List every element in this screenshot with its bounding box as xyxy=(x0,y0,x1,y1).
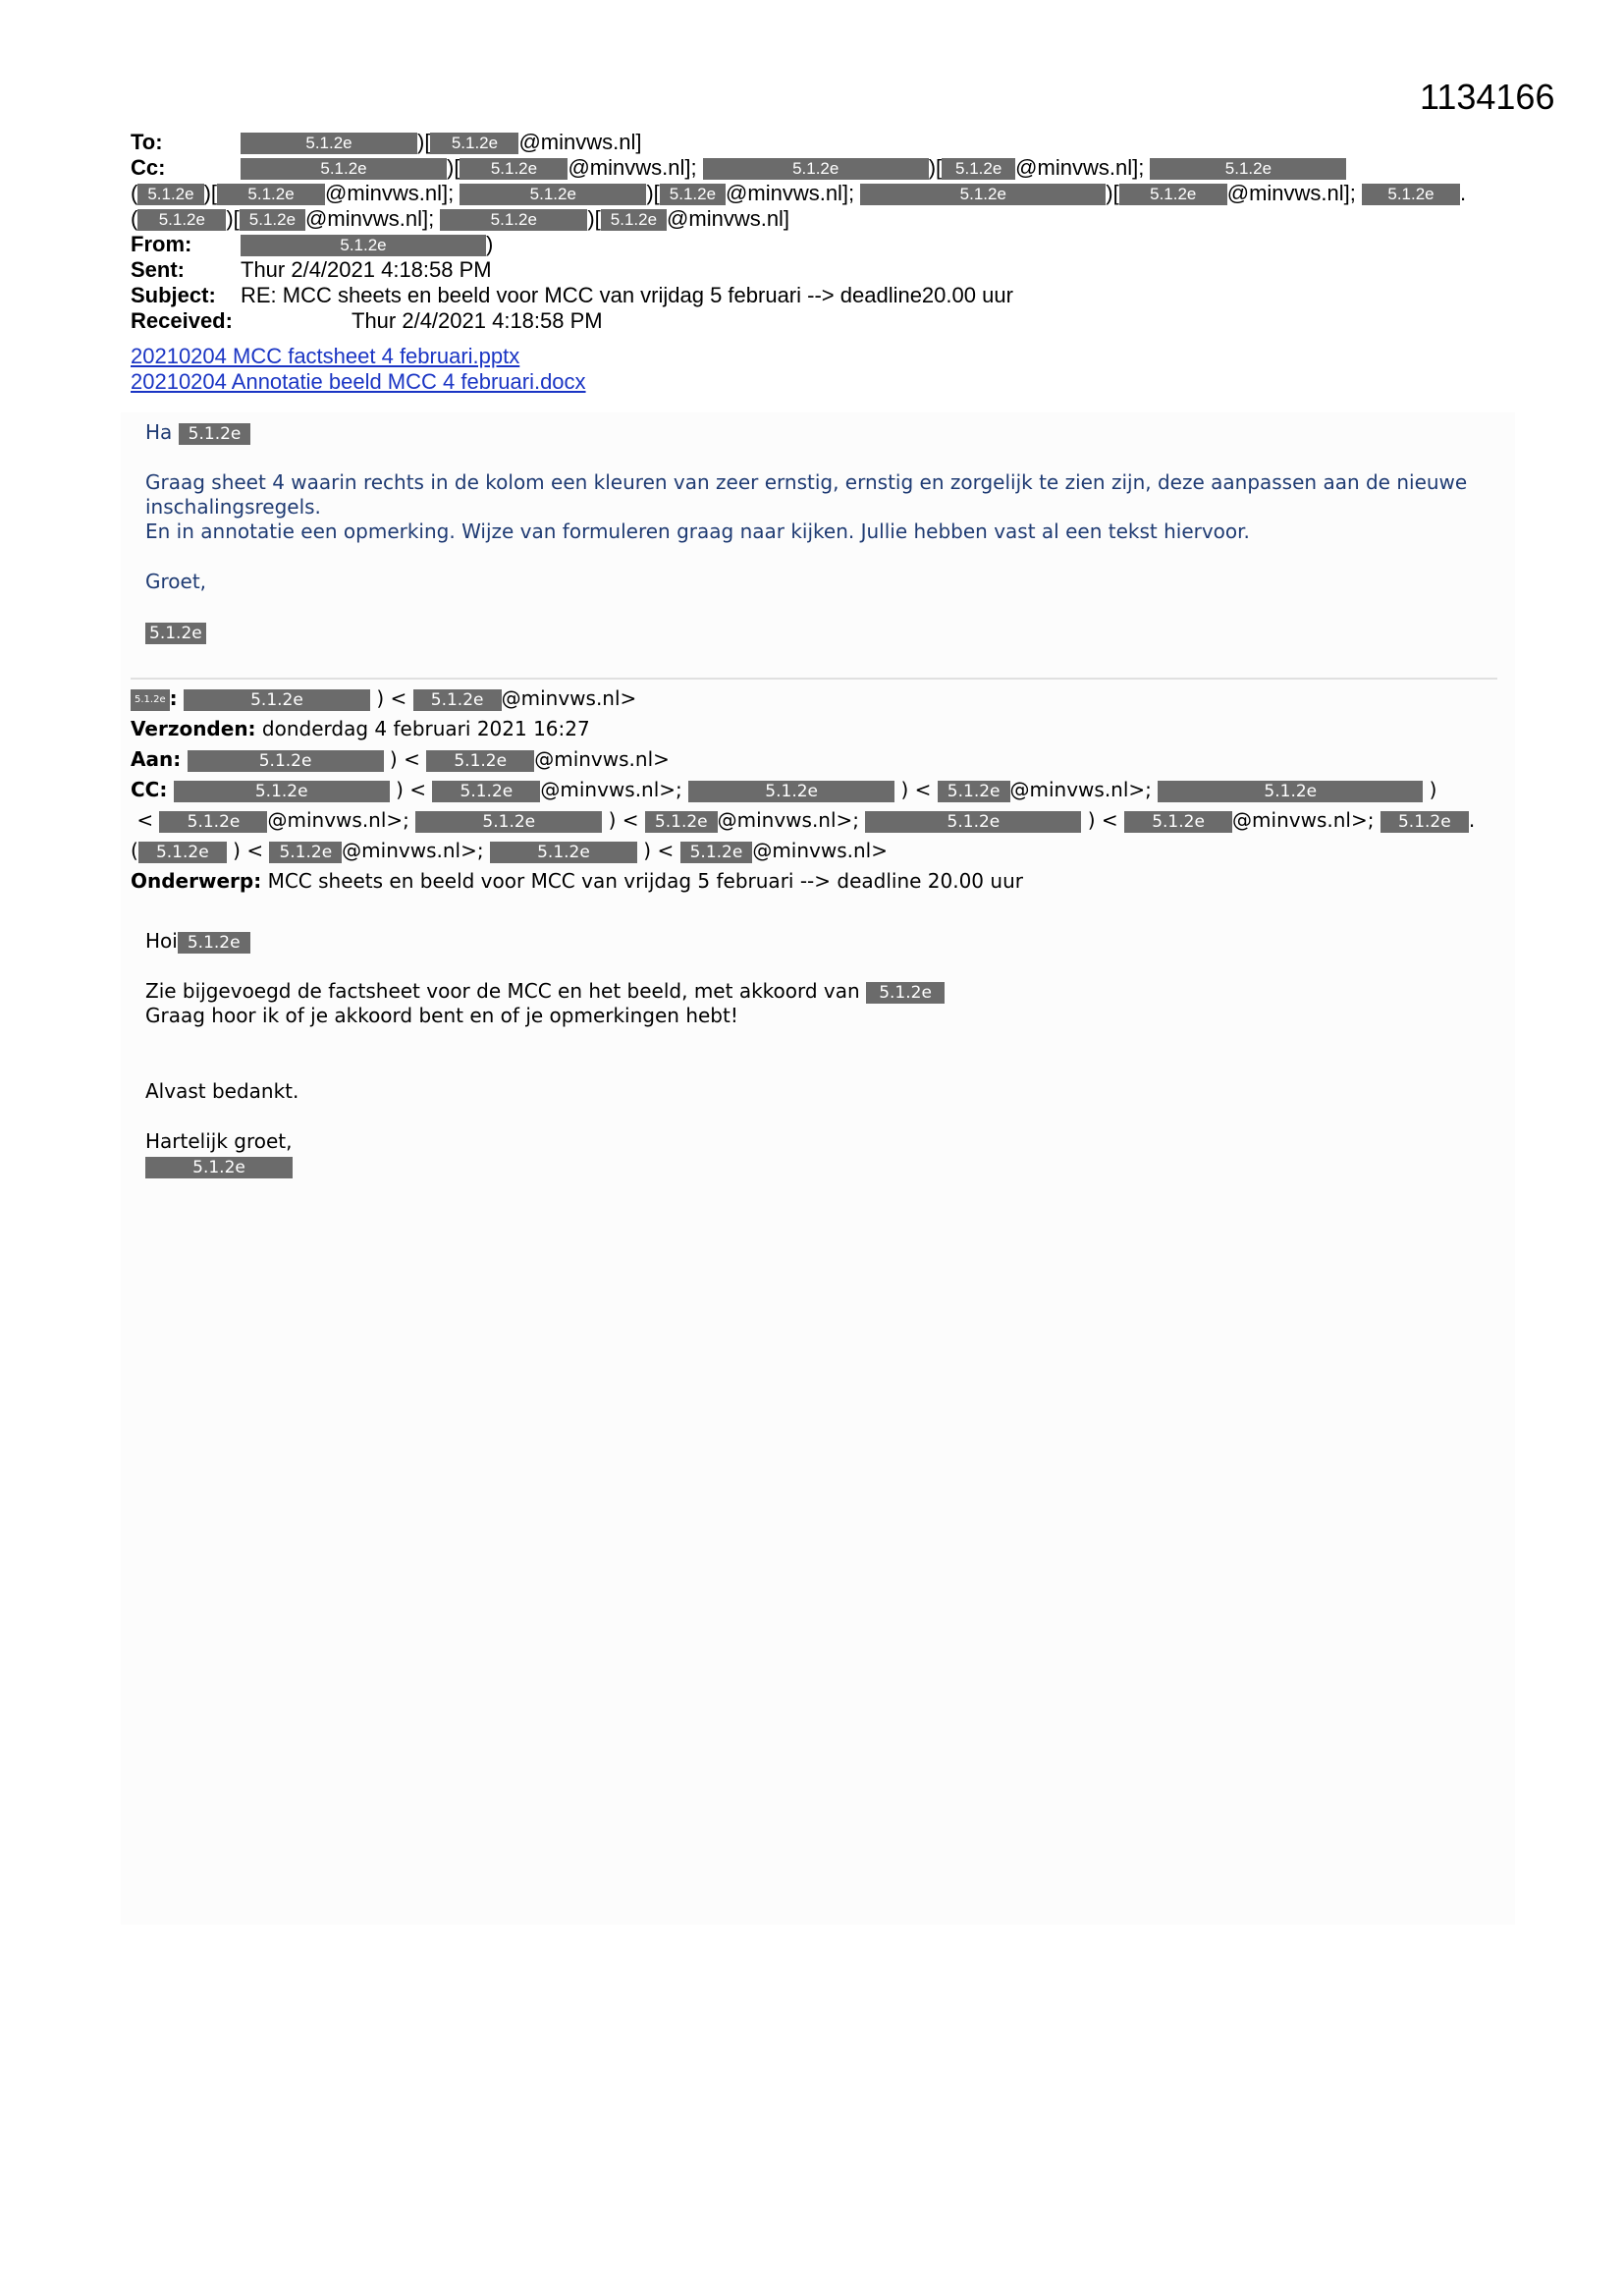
greeting: Hoi xyxy=(145,929,178,953)
greeting: Ha xyxy=(145,420,173,444)
cc-fwd-label: CC: xyxy=(131,778,168,801)
redaction: 5.1.2e xyxy=(601,209,667,231)
closing: Groet, xyxy=(145,570,207,593)
redaction: 5.1.2e xyxy=(865,811,1081,833)
cc-fwd-domain: @minvws.nl>; xyxy=(540,778,682,801)
reply-message xyxy=(145,420,1500,670)
redaction: 5.1.2e xyxy=(1380,811,1469,833)
redaction: 5.1.2e xyxy=(430,133,518,154)
attachment-link-pptx[interactable]: 20210204 MCC factsheet 4 februari.pptx xyxy=(131,344,520,368)
verzonden-value: donderdag 4 februari 2021 16:27 xyxy=(261,717,590,740)
redaction: 5.1.2e xyxy=(703,158,929,180)
redaction: 5.1.2e xyxy=(645,811,718,833)
received-line xyxy=(131,308,1466,334)
redaction: 5.1.2e xyxy=(938,781,1010,802)
onderwerp-line xyxy=(131,866,1505,897)
paragraph-1: Graag sheet 4 waarin rechts in de kolom een kleuren van zeer ernstig, ernstig en zorgelijk te zien zijn, deze aanpassen aan de nieuwe inschalingsregels. xyxy=(145,470,1468,519)
onderwerp-value: MCC sheets en beeld voor MCC van vrijdag 5 februari --> deadline 20.00 uur xyxy=(267,869,1023,893)
redaction: 5.1.2e xyxy=(174,781,390,802)
thanks: Alvast bedankt. xyxy=(145,1079,299,1103)
redaction: 5.1.2e xyxy=(269,842,342,863)
onderwerp-label: Onderwerp: xyxy=(131,869,262,893)
redaction: 5.1.2e xyxy=(241,133,417,154)
redaction: 5.1.2e xyxy=(217,184,325,205)
redaction: 5.1.2e xyxy=(460,184,646,205)
redaction: 5.1.2e xyxy=(1362,184,1460,205)
redaction: 5.1.2e xyxy=(137,184,203,205)
redaction: 5.1.2e xyxy=(440,209,587,231)
greeting-line xyxy=(145,420,1500,445)
subject-label: Subject: xyxy=(131,283,216,307)
redaction: 5.1.2e xyxy=(188,750,384,772)
verzonden-line xyxy=(131,714,1505,744)
subject-line xyxy=(131,283,1466,308)
to-label: To: xyxy=(131,130,163,154)
cc-fwd-line-3: ( 5.1.2e ) < 5.1.2e @minvws.nl>; 5.1.2e ) < 5.1.2e @minvws.nl> xyxy=(131,839,888,862)
redaction: 5.1.2e xyxy=(660,184,726,205)
cc-domain: @minvws.nl]; xyxy=(1015,155,1145,180)
attachment-link-docx[interactable]: 20210204 Annotatie beeld MCC 4 februari.docx xyxy=(131,369,586,394)
redaction: 5.1.2e xyxy=(240,209,305,231)
cc-domain: @minvws.nl] xyxy=(667,206,790,231)
redaction: 5.1.2e xyxy=(866,982,945,1004)
cc-domain: @minvws.nl]; xyxy=(305,206,435,231)
sent-label: Sent: xyxy=(131,257,185,282)
redaction: 5.1.2e xyxy=(432,781,540,802)
cc-fwd-line-1: CC: 5.1.2e ) < 5.1.2e @minvws.nl>; 5.1.2e ) < 5.1.2e @minvws.nl>; 5.1.2e ) xyxy=(131,778,1437,801)
closing-block xyxy=(145,1129,1500,1178)
attachments xyxy=(131,344,586,395)
received-label: Received: xyxy=(131,308,233,333)
from-line: From: 5.1.2e ) xyxy=(131,232,494,256)
redaction: 5.1.2e xyxy=(413,689,502,711)
cc-fwd-domain: @minvws.nl>; xyxy=(342,839,484,862)
line-1: Zie bijgevoegd de factsheet voor de MCC en het beeld, met akkoord van xyxy=(145,979,860,1003)
redaction: 5.1.2e xyxy=(145,1157,293,1178)
cc-fwd-domain: @minvws.nl> xyxy=(752,839,888,862)
closing: Hartelijk groet, xyxy=(145,1129,293,1153)
redaction: 5.1.2e xyxy=(426,750,534,772)
redaction: 5.1.2e xyxy=(490,842,637,863)
redaction: 5.1.2e xyxy=(159,811,267,833)
signature xyxy=(145,620,1500,644)
to-domain: @minvws.nl] xyxy=(518,130,642,154)
sent-value: Thur 2/4/2021 4:18:58 PM xyxy=(241,257,492,282)
message-paragraph xyxy=(145,979,1500,1028)
redaction: 5.1.2e xyxy=(1150,158,1346,180)
subject-value: RE: MCC sheets en beeld voor MCC van vrijdag 5 februari --> deadline20.00 uur xyxy=(241,283,1013,307)
cc-domain: @minvws.nl]; xyxy=(325,181,455,205)
original-message xyxy=(145,929,1500,1204)
redaction: 5.1.2e xyxy=(241,235,486,256)
cc-fwd-domain: @minvws.nl>; xyxy=(267,808,409,832)
redaction: 5.1.2e xyxy=(131,689,170,711)
redaction: 5.1.2e xyxy=(460,158,568,180)
redaction: 5.1.2e xyxy=(1124,811,1232,833)
aan-domain: @minvws.nl> xyxy=(534,747,670,771)
line-2: Graag hoor ik of je akkoord bent en of je opmerkingen hebt! xyxy=(145,1004,738,1027)
cc-fwd-domain: @minvws.nl>; xyxy=(1232,808,1375,832)
email-header xyxy=(131,130,1466,334)
redaction: 5.1.2e xyxy=(137,209,226,231)
redaction: 5.1.2e xyxy=(145,623,206,644)
cc-label: Cc: xyxy=(131,155,166,180)
redaction: 5.1.2e xyxy=(860,184,1106,205)
cc-line-3: ( 5.1.2e )[ 5.1.2e @minvws.nl]; 5.1.2e )[ 5.1.2e @minvws.nl] xyxy=(131,206,790,231)
van-domain: @minvws.nl> xyxy=(501,686,637,710)
redaction: 5.1.2e xyxy=(942,158,1015,180)
forwarded-header xyxy=(131,683,1505,897)
paragraph-2: En in annotatie een opmerking. Wijze van formuleren graag naar kijken. Jullie hebben vast al een tekst hiervoor. xyxy=(145,519,1250,543)
aan-line: Aan: 5.1.2e ) < 5.1.2e @minvws.nl> xyxy=(131,747,670,771)
redaction: 5.1.2e xyxy=(688,781,894,802)
redaction: 5.1.2e xyxy=(1119,184,1227,205)
cc-line-1: Cc: 5.1.2e )[ 5.1.2e @minvws.nl]; 5.1.2e )[ 5.1.2e @minvws.nl]; 5.1.2e xyxy=(131,155,1466,181)
cc-fwd-domain: @minvws.nl>; xyxy=(1009,778,1152,801)
redaction: 5.1.2e xyxy=(178,932,250,954)
message-paragraph xyxy=(145,470,1500,544)
cc-fwd-domain: @minvws.nl>; xyxy=(717,808,860,832)
aan-label: Aan: xyxy=(131,747,182,771)
to-line: To: 5.1.2e )[ 5.1.2e @minvws.nl] xyxy=(131,130,642,154)
verzonden-label: Verzonden: xyxy=(131,717,256,740)
cc-domain: @minvws.nl]; xyxy=(726,181,855,205)
document-number: 1134166 xyxy=(1420,77,1555,117)
sent-line xyxy=(131,257,1466,283)
redaction: 5.1.2e xyxy=(179,423,251,445)
redaction: 5.1.2e xyxy=(138,842,227,863)
redaction: 5.1.2e xyxy=(184,689,370,711)
received-value: Thur 2/4/2021 4:18:58 PM xyxy=(352,308,603,333)
cc-domain: @minvws.nl]; xyxy=(1226,181,1356,205)
cc-line-2: ( 5.1.2e )[ 5.1.2e @minvws.nl]; 5.1.2e )[ 5.1.2e @minvws.nl]; 5.1.2e )[ 5.1.2e @minvws.nl]; 5.1.2e . xyxy=(131,181,1467,205)
redaction: 5.1.2e xyxy=(415,811,602,833)
cc-domain: @minvws.nl]; xyxy=(568,155,697,180)
cc-fwd-line-2: < 5.1.2e @minvws.nl>; 5.1.2e ) < 5.1.2e @minvws.nl>; 5.1.2e ) < 5.1.2e @minvws.nl>; 5.1.2e . xyxy=(131,808,1476,832)
redaction: 5.1.2e xyxy=(680,842,753,863)
greeting-line xyxy=(145,929,1500,954)
van-line: 5.1.2e : 5.1.2e ) < 5.1.2e @minvws.nl> xyxy=(131,683,1505,714)
redaction: 5.1.2e xyxy=(241,158,447,180)
message-separator xyxy=(131,678,1497,680)
from-label: From: xyxy=(131,232,192,256)
redaction: 5.1.2e xyxy=(1158,781,1423,802)
